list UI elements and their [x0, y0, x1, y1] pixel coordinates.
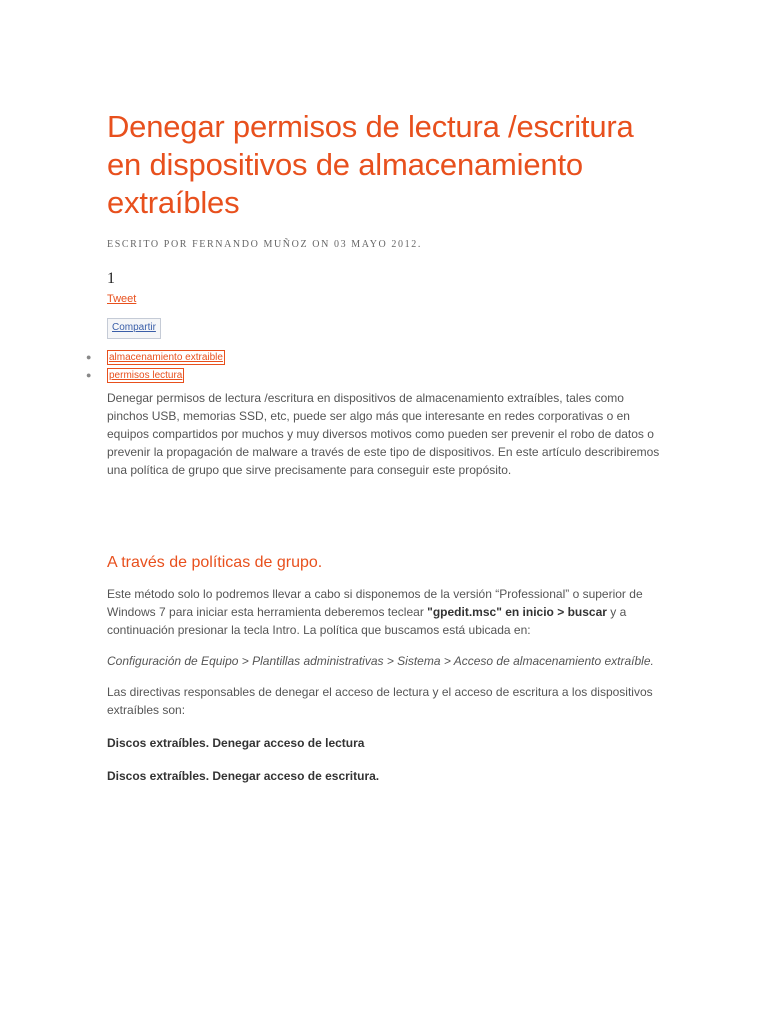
- section-heading: A través de políticas de grupo.: [107, 554, 323, 571]
- policy-path: Configuración de Equipo > Plantillas administrativas > Sistema > Acceso de almacenamiento extraíble.: [107, 654, 654, 668]
- gpedit-command: "gpedit.msc" en inicio > buscar: [427, 605, 607, 619]
- directives-paragraph: Las directivas responsables de denegar el acceso de lectura y el acceso de escritura a los dispositivos extraíbles son:: [107, 685, 653, 717]
- share-row: [107, 317, 667, 339]
- method-text-start: Este método solo lo podremos llevar a cabo si disponemos de la versión “Professional” o superior de Windows 7 para iniciar esta herramienta deberemos teclear: [107, 587, 643, 619]
- tag-link-permisos[interactable]: permisos lectura: [109, 370, 183, 381]
- policy-read: Discos extraíbles. Denegar acceso de lectura: [107, 736, 365, 750]
- article-title: Denegar permisos de lectura /escritura en dispositivos de almacenamiento extraíbles: [107, 109, 634, 220]
- article: [86, 108, 667, 785]
- article-byline: ESCRITO POR FERNANDO MUÑOZ ON 03 MAYO 2012.: [107, 239, 422, 250]
- bullet-icon: ●: [86, 370, 92, 380]
- bullet-icon: ●: [86, 352, 92, 362]
- method-paragraph: [107, 585, 667, 639]
- share-button[interactable]: Compartir: [107, 318, 161, 339]
- tag-list: [86, 348, 667, 384]
- intro-paragraph: Denegar permisos de lectura /escritura en dispositivos de almacenamiento extraíbles, tales como pinchos USB, memorias SSD, etc, puede ser algo más que interesante en redes corporativas o en equipos compartidos por muchos y muy diversos motivos como pueden ser prevenir el robo de datos o prevenir la propagación de malware a través de este tipo de dispositivos. En este artículo describiremos una política de grupo que sirve precisamente para conseguir este propósito.: [107, 391, 660, 477]
- tweet-link[interactable]: Tweet: [107, 293, 137, 305]
- method-text-end: y a continuación presionar la tecla Intro. La política que buscamos está ubicada en:: [107, 605, 627, 637]
- tag-link-almacenamiento[interactable]: almacenamiento extraible: [109, 352, 223, 363]
- list-item: [86, 348, 667, 366]
- share-count: 1: [107, 270, 115, 287]
- policy-write: Discos extraíbles. Denegar acceso de escritura.: [107, 769, 380, 783]
- list-item: [86, 366, 667, 384]
